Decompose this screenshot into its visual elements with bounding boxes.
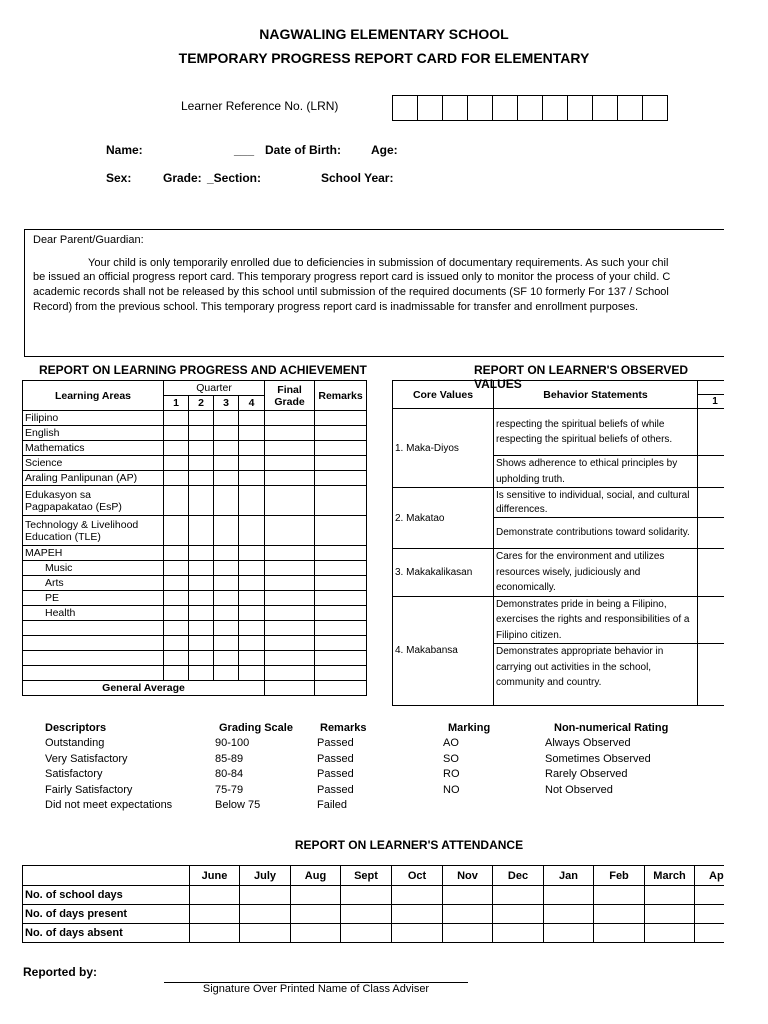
rating-header: Non-numerical Rating bbox=[554, 722, 669, 734]
month-header: Nov bbox=[443, 866, 493, 886]
behavior-statement: respecting the spiritual beliefs of while respecting the spiritual beliefs of others. bbox=[494, 409, 698, 456]
month-header: Jan bbox=[544, 866, 594, 886]
quarter-1-header: 1 bbox=[164, 396, 189, 411]
school-name: NAGWALING ELEMENTARY SCHOOL bbox=[259, 26, 509, 42]
core-value: 2. Makatao bbox=[393, 488, 494, 549]
col-learning-areas: Learning Areas bbox=[23, 381, 164, 411]
month-header: Aug bbox=[291, 866, 341, 886]
rating: Not Observed bbox=[545, 783, 613, 796]
letter-line: Your child is only temporarily enrolled due to deficiencies in submission of documentary requirements. As such your chil bbox=[88, 257, 669, 269]
behavior-statement: Is sensitive to individual, social, and cultural differences. bbox=[494, 488, 698, 518]
month-header: Dec bbox=[493, 866, 544, 886]
subject-name: English bbox=[23, 426, 164, 441]
progress-heading: REPORT ON LEARNING PROGRESS AND ACHIEVEMENT bbox=[39, 363, 367, 377]
core-value: 4. Makabansa bbox=[393, 596, 494, 706]
marking-header: Marking bbox=[448, 722, 491, 734]
marking: RO bbox=[443, 768, 460, 781]
rating: Always Observed bbox=[545, 737, 631, 750]
learning-progress-table bbox=[22, 380, 367, 696]
col-final-grade: Final Grade bbox=[265, 381, 315, 411]
lrn-digit[interactable] bbox=[393, 96, 418, 121]
table-row bbox=[23, 426, 367, 441]
reported-by-label: Reported by: bbox=[23, 965, 98, 979]
behavior-statement: Cares for the environment and utilizes resources wisely, judiciously and economically. bbox=[494, 549, 698, 597]
values-heading: REPORT ON LEARNER'S OBSERVED VALUES bbox=[474, 363, 688, 391]
lrn-digit[interactable] bbox=[443, 96, 468, 121]
values-quarter-1-header: 1 bbox=[698, 395, 725, 409]
table-row bbox=[23, 441, 367, 456]
lrn-digit[interactable] bbox=[593, 96, 618, 121]
lrn-boxes[interactable] bbox=[392, 95, 668, 121]
table-row bbox=[23, 621, 367, 636]
grading-scale-column bbox=[215, 721, 293, 813]
marking-column bbox=[443, 721, 490, 798]
letter-line: academic records shall not be released by this school until submission of the required documents (SF 10 formerly For 137 / School bbox=[33, 286, 669, 298]
lrn-digit[interactable] bbox=[468, 96, 493, 121]
col-remarks: Remarks bbox=[315, 381, 367, 411]
behavior-statement: Demonstrates pride in being a Filipino, exercises the rights and responsibilities of a Filipino citizen. bbox=[494, 596, 698, 644]
lrn-digit[interactable] bbox=[618, 96, 643, 121]
legend-remarks-header: Remarks bbox=[320, 722, 367, 734]
marking: NO bbox=[443, 783, 460, 796]
subject-name: PE bbox=[23, 591, 164, 606]
section-label: _Section: bbox=[207, 171, 262, 185]
table-row bbox=[23, 636, 367, 651]
quarter-3-header: 3 bbox=[214, 396, 239, 411]
lrn-digit[interactable] bbox=[493, 96, 518, 121]
table-row bbox=[23, 886, 725, 905]
table-row bbox=[393, 409, 725, 456]
table-row bbox=[23, 606, 367, 621]
table-row bbox=[23, 486, 367, 516]
report-title: TEMPORARY PROGRESS REPORT CARD FOR ELEMENTARY bbox=[178, 50, 590, 66]
general-average-label: General Average bbox=[23, 681, 265, 696]
rating: Rarely Observed bbox=[545, 768, 628, 781]
month-header: Sept bbox=[341, 866, 392, 886]
table-row bbox=[393, 549, 725, 597]
quarter-4-header: 4 bbox=[239, 396, 265, 411]
descriptor: Very Satisfactory bbox=[45, 752, 128, 765]
general-average-row bbox=[23, 681, 367, 696]
grading-scale-header: Grading Scale bbox=[219, 722, 293, 734]
letter-salutation: Dear Parent/Guardian: bbox=[33, 234, 144, 246]
col-core-values: Core Values bbox=[393, 381, 494, 409]
table-row bbox=[23, 516, 367, 546]
lrn-label: Learner Reference No. (LRN) bbox=[181, 99, 339, 113]
name-label: Name: bbox=[106, 143, 143, 157]
legend-remark: Passed bbox=[317, 737, 354, 750]
legend-remark: Failed bbox=[317, 799, 347, 812]
behavior-statement: Shows adherence to ethical principles by upholding truth. bbox=[494, 456, 698, 488]
month-header: Oct bbox=[392, 866, 443, 886]
descriptor: Fairly Satisfactory bbox=[45, 783, 133, 796]
subject-name: Mathematics bbox=[23, 441, 164, 456]
core-value: 3. Makakalikasan bbox=[393, 549, 494, 597]
dob-label: Date of Birth: bbox=[265, 143, 341, 157]
month-header: Ap bbox=[695, 866, 725, 886]
observed-values-table bbox=[392, 380, 724, 706]
legend-remark: Passed bbox=[317, 768, 354, 781]
grading-scale: 80-84 bbox=[215, 768, 244, 781]
subject-name: Technology & Livelihood Education (TLE) bbox=[23, 516, 164, 546]
behavior-statement: Demonstrate contributions toward solidarity. bbox=[494, 518, 698, 549]
marking: SO bbox=[443, 752, 459, 765]
table-row bbox=[23, 924, 725, 943]
descriptor: Did not meet expectations bbox=[45, 799, 173, 812]
subject-name: Music bbox=[23, 561, 164, 576]
month-header: July bbox=[240, 866, 291, 886]
table-row bbox=[23, 546, 367, 561]
signature-caption: Signature Over Printed Name of Class Adviser bbox=[202, 983, 430, 995]
subject-name: Filipino bbox=[23, 411, 164, 426]
grade-label: Grade: bbox=[163, 171, 202, 185]
core-value: 1. Maka-Diyos bbox=[393, 409, 494, 488]
lrn-digit[interactable] bbox=[518, 96, 543, 121]
table-row bbox=[23, 471, 367, 486]
col-behavior-statements: Behavior Statements bbox=[494, 381, 698, 409]
legend-remark: Passed bbox=[317, 783, 354, 796]
table-row bbox=[23, 591, 367, 606]
subject-name: Araling Panlipunan (AP) bbox=[23, 471, 164, 486]
parent-letter bbox=[24, 229, 724, 357]
behavior-statement: Demonstrates appropriate behavior in carrying out activities in the school, community and country. bbox=[494, 644, 698, 706]
school-year-label: School Year: bbox=[321, 171, 394, 185]
marking: AO bbox=[443, 737, 459, 750]
descriptor: Satisfactory bbox=[45, 768, 103, 781]
age-label: Age: bbox=[371, 143, 398, 157]
legend-remarks-column bbox=[317, 721, 366, 813]
table-row bbox=[23, 905, 725, 924]
lrn-digit[interactable] bbox=[643, 96, 668, 121]
sex-label: Sex: bbox=[106, 171, 132, 185]
attendance-table bbox=[22, 865, 724, 943]
table-row bbox=[23, 411, 367, 426]
table-row bbox=[23, 651, 367, 666]
lrn-digit[interactable] bbox=[543, 96, 568, 121]
descriptors-column bbox=[45, 721, 172, 813]
descriptors-header: Descriptors bbox=[45, 722, 107, 734]
table-row bbox=[23, 561, 367, 576]
grading-scale: 85-89 bbox=[215, 752, 244, 765]
subject-name: Health bbox=[23, 606, 164, 621]
table-row bbox=[393, 488, 725, 518]
name-blank[interactable]: ___ bbox=[234, 143, 255, 157]
rating-column bbox=[545, 721, 668, 798]
subject-name: Arts bbox=[23, 576, 164, 591]
grading-scale: Below 75 bbox=[215, 799, 261, 812]
lrn-digit[interactable] bbox=[418, 96, 443, 121]
descriptor: Outstanding bbox=[45, 737, 105, 750]
grading-scale: 75-79 bbox=[215, 783, 244, 796]
col-quarter: Quarter bbox=[164, 381, 265, 396]
letter-line: Record) from the previous school. This temporary progress report card is inadmissable for transfer and enrollment purposes. bbox=[33, 301, 639, 313]
attendance-row-label: No. of days present bbox=[23, 905, 190, 924]
table-row bbox=[393, 596, 725, 644]
subject-name: MAPEH bbox=[23, 546, 164, 561]
table-row bbox=[23, 576, 367, 591]
attendance-row-label: No. of school days bbox=[23, 886, 190, 905]
legend-remark: Passed bbox=[317, 752, 354, 765]
subject-name: Science bbox=[23, 456, 164, 471]
attendance-heading: REPORT ON LEARNER'S ATTENDANCE bbox=[294, 838, 524, 852]
subject-name: Edukasyon sa Pagpapakatao (EsP) bbox=[23, 486, 164, 516]
grading-scale: 90-100 bbox=[215, 737, 250, 750]
lrn-digit[interactable] bbox=[568, 96, 593, 121]
month-header: June bbox=[190, 866, 240, 886]
table-row bbox=[23, 456, 367, 471]
letter-line: be issued an official progress report card. This temporary progress report card is issued only to monitor the process of your child. C bbox=[33, 271, 671, 283]
attendance-row-label: No. of days absent bbox=[23, 924, 190, 943]
month-header: Feb bbox=[594, 866, 645, 886]
month-header: March bbox=[645, 866, 695, 886]
rating: Sometimes Observed bbox=[545, 752, 651, 765]
table-row bbox=[23, 666, 367, 681]
quarter-2-header: 2 bbox=[189, 396, 214, 411]
